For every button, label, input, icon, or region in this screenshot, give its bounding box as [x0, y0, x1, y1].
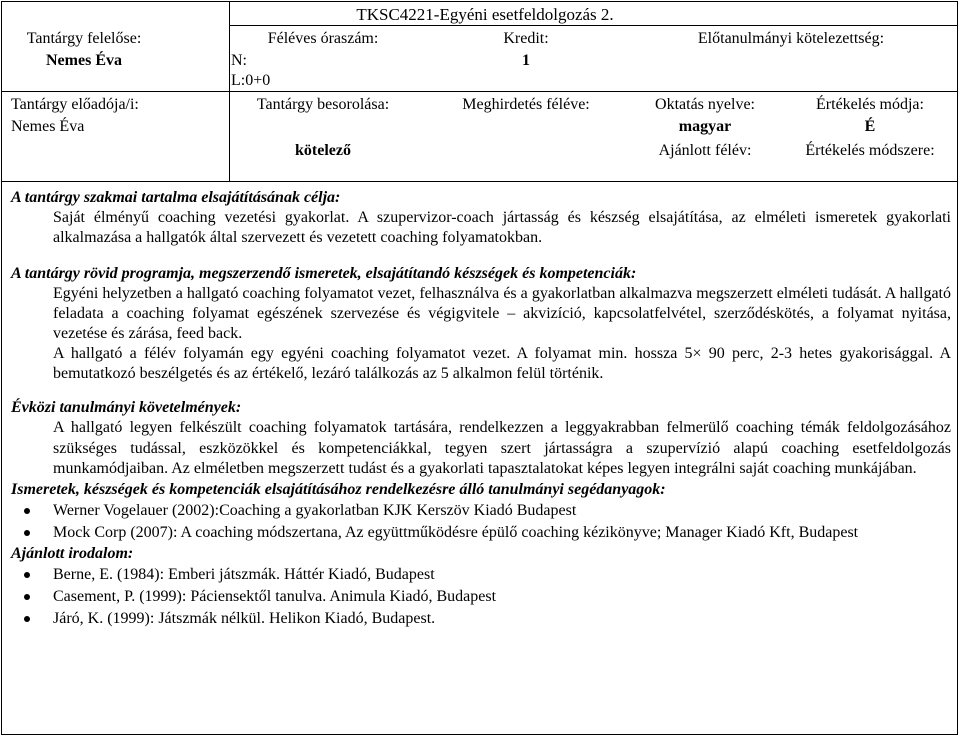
course-title: TKSC4221-Egyéni esetfeldolgozás 2. — [356, 5, 614, 24]
classification-value: kötelező — [295, 142, 351, 159]
hours-l: L:0+0 — [231, 72, 271, 89]
prereq-label: Előtanulmányi kötelezettség: — [697, 30, 885, 47]
list-item — [11, 564, 951, 586]
language-value: magyar — [678, 118, 732, 135]
assessment-method-label: Értékelés módszere: — [805, 142, 935, 159]
aids-list — [11, 500, 951, 544]
responsible-name: Nemes Éva — [46, 52, 122, 69]
hours-label: Féléves óraszám: — [267, 30, 379, 47]
goal-heading: A tantárgy szakmai tartalma elsajátításának célja: — [11, 189, 341, 206]
reference-text: Casement, P. (1999): Páciensektől tanulva. Animula Kiadó, Budapest — [53, 587, 497, 605]
responsible-label: Tantárgy felelőse: — [26, 30, 142, 47]
list-item — [11, 608, 951, 630]
course-header-table — [1, 1, 958, 182]
program-text-2: A hallgató a félév folyamán egy egyéni coaching folyamatot vezet. A folyamat min. hossza 5× 90 perc, 2-3 hetes gyakorisággal. A bemutatkozó beszélgetés és az értékelő, lezáró találkozás az 5 alkalmon felül történik. — [53, 345, 951, 382]
header-divider — [1, 91, 958, 92]
credit-label: Kredit: — [503, 30, 549, 47]
lecturer-name: Nemes Éva — [11, 118, 85, 135]
bullet-icon — [24, 530, 30, 536]
language-label: Oktatás nyelve: — [655, 96, 755, 113]
bullet-icon — [24, 508, 30, 514]
literature-heading: Ajánlott irodalom: — [11, 544, 134, 562]
aids-heading: Ismeretek, készségek és kompetenciák elsajátításához rendelkezésre álló tanulmányi segédanyagok: — [11, 480, 666, 498]
bullet-icon — [24, 616, 30, 622]
literature-list — [11, 564, 951, 630]
course-content — [11, 181, 951, 630]
classification-label: Tantárgy besorolása: — [256, 96, 390, 113]
list-item — [11, 500, 951, 522]
reference-text: Berne, E. (1984): Emberi játszmák. Háttér Kiadó, Budapest — [53, 565, 435, 583]
requirements-text: A hallgató legyen felkészült coaching folyamatok tartására, rendelkezzen a leggyakrabban felmerülő coaching témák feldolgozásához szükséges tudással, eszközökkel és kompetenciákkal, tegyen szert jártasságra a szupervízió alapú coaching esetfeldolgozás munkamódjaiban. Az elméletben megszerzett tudást és a gyakorlati tapasztalatokat képes legyen integrálni saját coaching munkájában. — [53, 419, 951, 477]
goal-text: Saját élményű coaching vezetési gyakorlat. A szupervizor-coach jártasság és készség elsajátítása, az elméleti ismeretek gyakorlati alkalmazása a hallgatók által szervezett és vezetett coaching folyamatokban. — [53, 209, 951, 246]
bullet-icon — [24, 572, 30, 578]
lecturer-label: Tantárgy előadója/i: — [11, 96, 139, 113]
program-text-1: Egyéni helyzetben a hallgató coaching folyamatot vezet, felhasználva és a gyakorlatban alkalmazva megszerzett elméleti tudását. A hallgató feladata a coaching folyamat egészének szervezése és végigvitele – akvizíció, kapcsolatfelvétel, szerződéskötés, a folyamat nyitása, vezetése és zárása, feed back. — [53, 285, 951, 342]
reference-text: Járó, K. (1999): Játszmák nélkül. Helikon Kiadó, Budapest. — [53, 609, 436, 627]
requirements-heading: Évközi tanulmányi követelmények: — [11, 399, 242, 416]
list-item — [11, 586, 951, 608]
program-heading: A tantárgy rövid programja, megszerzendő ismeretek, elsajátítandó készségek és kompetenciák: — [11, 265, 637, 282]
header-divider — [229, 25, 958, 26]
assessment-label: Értékelés módja: — [816, 96, 924, 113]
assessment-value: É — [864, 118, 876, 135]
credit-value: 1 — [522, 52, 530, 69]
list-item — [11, 522, 951, 544]
bullet-icon — [24, 594, 30, 600]
reference-text: Mock Corp (2007): A coaching módszertana, Az együttműködésre épülő coaching kézikönyve; Manager Kiadó Kft, Budapest — [53, 523, 859, 541]
reference-text: Werner Vogelauer (2002):Coaching a gyakorlatban KJK Kerszöv Kiadó Budapest — [53, 501, 577, 519]
semester-label: Meghirdetés féléve: — [462, 96, 590, 113]
hours-n: N: — [231, 52, 247, 69]
recommended-semester-label: Ajánlott félév: — [658, 142, 752, 159]
